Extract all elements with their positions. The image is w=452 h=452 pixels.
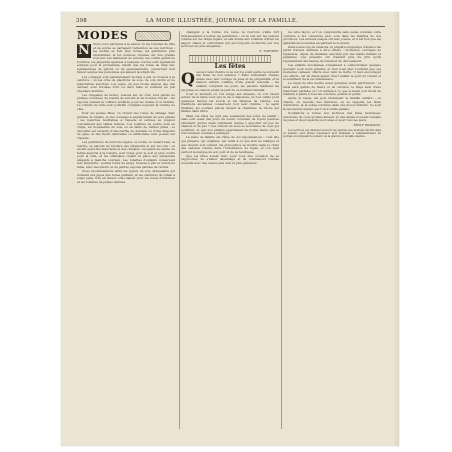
body-text: Mais ces fêtes ne sont pas seulement des jours de plaisir ; elles sont aussi des jours de bonté. Combien de foyers pauvres attendent qu'une main charitable vienne y apporter un peu de chaleur et de joie ! Que chacun de nous se souvienne de ceux qui souffrent, et que nos enfants apprennent de bonne heure que le vrai bonheur consiste à partager. xyxy=(181,113,279,136)
body-text: Que les fêtes soient donc pour tous une occasion de se rapprocher, de s'aimer davantage et de commencer l'année nouvelle avec des cœurs plus unis et plus généreux. xyxy=(181,153,279,165)
body-text: de cette façon, et l'on comprendra sans peine combien cette coutume a été conservée avec soin dans les familles de nos provinces. Les anciens usages ont leur poésie, et il est bon que les générations nouvelles en gardent le souvenir. xyxy=(283,31,381,45)
column-rule-right xyxy=(281,31,282,429)
section-title: Les fêtes xyxy=(214,63,246,71)
ornament-icon xyxy=(135,31,171,41)
body-text: Pour les jeunes filles, on choisit des robes de lainage clair, garnies de rubans, et des corsages à empiècement de soie plissée ; les manches bouffantes à l'épaule et serrées au poignet conviennent aux tailles minces. Les toilettes de soirée sont en crêpe, en mousseline de soie ou en faille de teintes pâles ; le décolleté est encadré d'une berthe de dentelle ou d'une draperie de gaze, et des fleurs naturelles ou artificielles sont posées sur l'épaule. xyxy=(77,111,175,140)
body-text: Les enfants eux-mêmes s'ingénient à confectionner quelque souvenir pour leurs parents, et rien n'est plus touchant que ces modestes cadeaux offerts avec tant de fierté. Il faut encourager ces efforts, car ils développent chez l'enfant le goût du travail et le sentiment de la reconnaissance. xyxy=(283,63,381,82)
ornamental-banner xyxy=(189,55,271,63)
column-signature: ÉMILE ROMAINE. xyxy=(353,122,381,127)
body-text: Dans beaucoup de maisons on prépare longtemps d'avance les petits travaux destinés à être offerts : broderies, ouvrages de tapisserie, objets de fantaisie exécutés par des mains habiles et patientes. Ces présents ont d'autant plus de prix qu'ils représentent des heures de travail et de dévouement. xyxy=(283,44,381,63)
body-text: Souhaitons à toutes nos lectrices des fêtes heureuses, entourées de ceux qu'elles aiment, et une année nouvelle remplie de joies et de prospérité pour elles et pour tous les leurs. xyxy=(283,111,381,123)
body-text: Nous voici parvenus à la saison où les toilettes de ville et de soirée se partagent l'attention de nos lectrices ; les étoffes se font plus riches, les garnitures plus abondantes, et les nuances choisies ont une grande douceur. Les manteaux de velours, les collets garnis de fourrure, les jaquettes ajustées à basques courtes sont également adoptés pour la promenade, tandis que les robes de drap uni, agrémentées de galons ou de passementerie, conservent leur faveur auprès des personnes qui aiment la simplicité. xyxy=(77,42,175,75)
dropcap-q: Q xyxy=(181,69,195,89)
body-text: Les chapeaux de feutre, relevés sur un côté, sont garnis de plumes couchées, de nœuds de velours et de boucles d'acier ; les capotes restent la coiffure préférée pour les visites et le théâtre. La voilette de tulle noir pointillé complète toujours la toilette de ville. xyxy=(77,92,175,112)
body-text: Le repas de fête mérite aussi quelques soins particuliers : la table sera garnie de fleurs et de verdure, le linge sera d'une blancheur parfaite, et l'on veillera à ce que le menu soit choisi de manière à plaire à tous les convives, grands et petits. xyxy=(283,81,381,97)
page-edge-shadow xyxy=(393,12,399,446)
body-text: Nous recommandons enfin les jupons de soie changeante qui donnent aux jupes une tenue parfaite, et les ceintures de ruban à longs pans, très en faveur cette saison pour les robes d'intérieur et les toilettes de jeunes femmes. xyxy=(77,169,175,184)
running-header xyxy=(76,17,387,26)
body-text: Les corsages sont généralement montés à plis ou froncés à la ceinture ; on les orne de plastrons de soie, de cols droits et de manchettes assorties. Les jupes, un peu moins amples que l'an dernier, sont bordées d'un ou deux biais et tombent en plis réguliers derrière. xyxy=(77,74,175,93)
body-text: uel est celui d'entre nous qui n'a point gardé le souvenir des fêtes de son enfance ? Elles reviennent chaque année avec leur cortège de joies et de préparatifs, et la maison entière s'anime d'une gaieté nouvelle ; les enfants comptent les jours, les parents méditent les surprises et chacun prend sa part de ce bonheur familial. xyxy=(181,69,279,92)
modes-heading xyxy=(77,31,175,41)
body-text: La mère de famille est l'âme de ces réjouissances ; c'est elle qui prépare, qui organise, qui veille à ce que rien ne manque et que chacun soit content. Sa prévoyance se montre dans le choix des cadeaux comme dans l'ordonnance du repas, et l'on sent partout la marque de son goût et de sa tendresse. xyxy=(181,135,279,154)
footnote-text: Les lectrices qui désirent recevoir les patrons des modèles décrits dans ce numéro sont priées d'adresser leur demande à l'administration du journal, en indiquant le numéro de la gravure et la taille désirée. xyxy=(283,129,381,139)
page-number: 398 xyxy=(76,18,88,24)
column-middle xyxy=(181,31,279,431)
column-right xyxy=(283,31,381,431)
body-text: C'est le moment où l'on songe aux absents, où l'on réunit autour de la table ceux que la vie a dispersés, où l'on oublie pour quelques heures les soucis et les fatigues de l'année. Les traditions anciennes conservent tout leur charme : le sapin illuminé, les souliers placés devant la cheminée, la bûche qui flambe dans l'âtre. xyxy=(181,91,279,114)
modes-signature: E. TORCHET. xyxy=(259,48,279,53)
column-left xyxy=(77,31,175,431)
body-text: Après le repas, les jeux réunissent la famille entière ; on chante, on raconte des histoires, on se rappelle les fêtes d'autrefois, et la soirée s'achève dans une douce intimité. Ce sont là des heures bénies que l'on n'oublie jamais. xyxy=(283,96,381,111)
header-rule xyxy=(76,26,385,27)
journal-page xyxy=(61,12,399,446)
dropcap-n: N xyxy=(78,42,90,58)
body-text: changent à la forme. Du reste, la fourrure s'allie fort heureusement à toutes les garnitures ; on la voit sur les velours comme sur les draps légers, et elle donne aux toilettes d'hiver un aspect chaud et confortable qui est toujours recherché par nos lectrices les plus élégantes. xyxy=(181,31,279,49)
body-text: Les garnitures de fourrure légère, la loutre, le renard bleu, la martre, se placent en bordure des vêtements et sur les cols ; on en fait aussi des manchons et des cravates. Les gants de suède, de teinte assortie à la toilette, sont longs pour le soir et plus courts pour la ville, et les ombrelles cèdent la place aux parapluies élégants à manche ouvragé. Les toilettes d'enfants conservent leur simplicité : petites robes de serge, blouses à plis et collets de laine, avec des bérets ou de petites capotes garnies de ruches. xyxy=(77,140,175,169)
running-title: LA MODE ILLUSTRÉE, JOURNAL DE LA FAMILLE. xyxy=(146,18,299,24)
column-rule-left xyxy=(179,31,180,429)
modes-title: MODES xyxy=(77,31,129,43)
